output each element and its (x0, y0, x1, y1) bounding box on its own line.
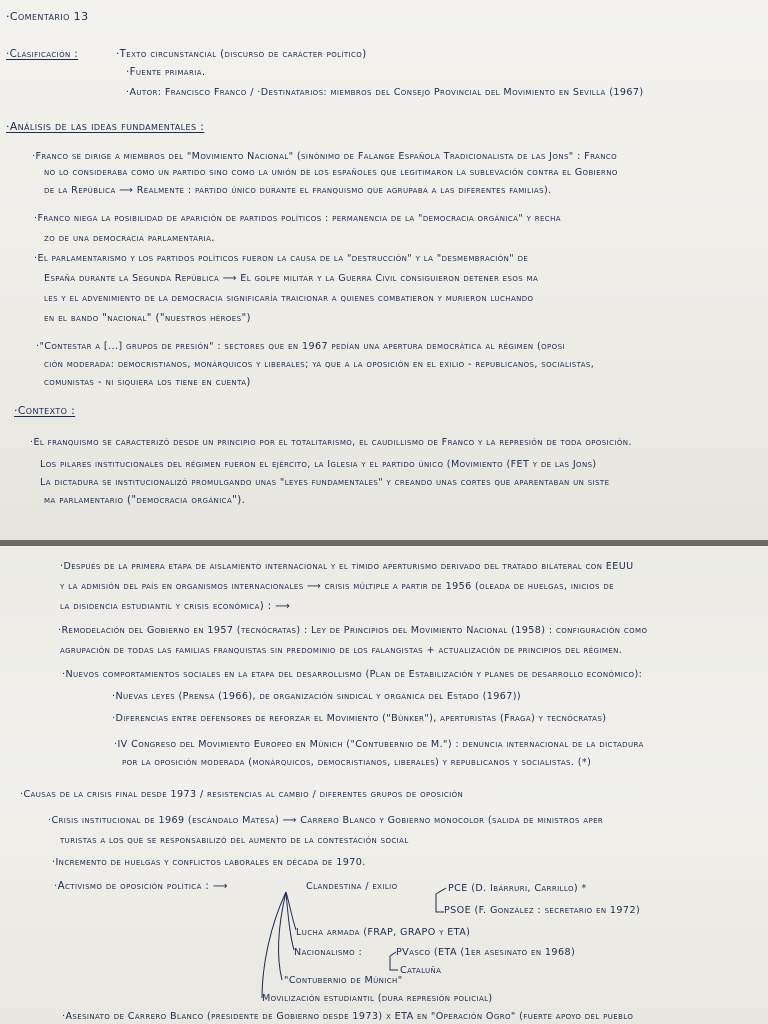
context-point-2: la disidencia estudiantil y crisis económica) : ⟶ (60, 601, 291, 612)
cause-institutional-crisis: turistas a los que se responsabilizó del aumento de la contestación social (60, 835, 409, 846)
opposition-psoe: PSOE (F. González : secretario en 1972) (444, 905, 641, 916)
context-point-4: ·Nuevos comportamientos sociales en la etapa del desarrollismo (Plan de Estabilización y planes de desarrollo económico): (62, 669, 643, 680)
context-point-2: y la admisión del país en organismos internacionales ⟶ crisis múltiple a partir de 1956 (oleada de huelgas, inicios de (60, 581, 614, 592)
analysis-heading: ·Análisis de las ideas fundamentales : (6, 120, 205, 133)
arrow-to-nationalism (286, 892, 294, 950)
classification-author: ·Autor: Francisco Franco / ·Destinatarios: miembros del Consejo Provincial del Movimiento en Sevilla (1967) (126, 87, 644, 98)
analysis-point-4: ·"Contestar a [...] grupos de presión" : sectores que en 1967 pedían una apertura democrática al régimen (oposi (36, 341, 565, 352)
context-point-2: ·Después de la primera etapa de aislamiento internacional y el tímido aperturismo derivado del tratado bilateral con EEUU (60, 561, 634, 572)
analysis-point-2: zo de una democracia parlamentaria. (44, 233, 215, 244)
analysis-point-4: ción moderada: democristianos, monárquicos y liberales; ya que a la oposición en el exilio - republicanos, socialistas, (44, 359, 595, 370)
bracket-basque (390, 952, 396, 956)
classification-source: ·Fuente primaria. (126, 67, 206, 78)
context-point-1: La dictadura se institucionalizó promulgando unas "leyes fundamentales" y creando unas cortes que aparentaban un siste (40, 477, 610, 488)
analysis-point-1: de la República ⟶ Realmente : partido único durante el franquismo que agrupaba a las diferentes familias). (44, 185, 552, 196)
opposition-armed-struggle: Lucha armada (FRAP, GRAPO y ETA) (296, 927, 471, 938)
context-subpoint-congress: por la oposición moderada (monárquicos, democristianos, liberales) y republicanos y socialistas. (*) (122, 757, 592, 768)
classification-text-type: ·Texto circunstancial (discurso de carácter político) (116, 49, 367, 60)
analysis-point-1: ·Franco se dirige a miembros del "Movimiento Nacional" (sinónimo de Falange Española Tradicionalista de las Jons" : Franco (32, 151, 618, 162)
analysis-point-3: ·El parlamentarismo y los partidos políticos fueron la causa de la "destrucción" y la "desmembración" de (34, 253, 529, 264)
bracket-pce (436, 888, 446, 894)
analysis-point-4: comunistas - ni siquiera los tiene en cuenta) (44, 377, 251, 388)
cause-carrero-assassination: ·Asesinato de Carrero Blanco (presidente de Gobierno desde 1973) x ETA en "Operación Ogro" (fuerte apoyo del pueblo (62, 1011, 634, 1022)
bracket-catalonia (390, 956, 398, 970)
context-point-1: ·El franquismo se caracterizó desde un principio por el totalitarismo, el caudillismo de Franco y la represión de toda oposición. (30, 437, 632, 448)
context-point-1: ma parlamentario ("democracia orgánica"). (44, 495, 246, 506)
analysis-point-2: ·Franco niega la posibilidad de aparición de partidos políticos : permanencia de la "democracia orgánica" y recha (34, 213, 561, 224)
opposition-catalonia: Cataluña (400, 965, 442, 976)
arrow-to-munich (279, 892, 286, 980)
analysis-point-1: no lo consideraba como un partido sino como la unión de los españoles que legitimaron la sublevación contra el Gobierno (44, 167, 618, 178)
opposition-nationalism: Nacionalismo : (294, 947, 363, 958)
cause-opposition-activism: ·Activismo de oposición política : ⟶ (54, 881, 228, 892)
opposition-branch-arrows (0, 546, 768, 1024)
analysis-point-3: España durante la Segunda República ⟶ El golpe militar y la Guerra Civil consiguieron detener esos ma (44, 273, 539, 284)
context-point-3: agrupación de todas las familias franquistas sin predominio de los falangistas + actualización de principios del régimen. (60, 645, 623, 656)
analysis-point-3: en el bando "nacional" ("nuestros héroes") (44, 313, 251, 324)
cause-institutional-crisis: ·Crisis institucional de 1969 (escándalo Matesa) ⟶ Carrero Blanco y Gobierno monocolor (salida de ministros aper (48, 815, 604, 826)
page-2-sheet (0, 546, 768, 1024)
document-title: ·Comentario 13 (6, 10, 89, 23)
context-point-1: Los pilares institucionales del régimen fueron el ejército, la Iglesia y el partido único (Movimiento (FET y de las Jons) (40, 459, 597, 470)
context-point-3: ·Remodelación del Gobierno en 1957 (tecnócratas) : Ley de Principios del Movimiento Nacional (1958) : configuración como (58, 625, 648, 636)
causes-heading: ·Causas de la crisis final desde 1973 / resistencias al cambio / diferentes grupos de oposición (20, 789, 464, 800)
opposition-munich: "Contubernio de Múnich" (284, 975, 403, 986)
context-subpoint-congress: ·IV Congreso del Movimiento Europeo en Múnich ("Contubernio de M.") : denuncia internacional de la dictadura (114, 739, 644, 750)
analysis-point-3: les y el advenimiento de la democracia significaría traicionar a quienes combatieron y murieron luchando (44, 293, 534, 304)
opposition-student-mobilization: Movilización estudiantil (dura represión policial) (262, 993, 493, 1004)
opposition-pce: PCE (D. Ibárruri, Carrillo) * (448, 883, 587, 894)
context-subpoint-laws: ·Nuevas leyes (Prensa (1966), de organización sindical y orgánica del Estado (1967)) (112, 691, 522, 702)
opposition-basque: PVasco (ETA (1er asesinato en 1968) (396, 947, 576, 958)
context-subpoint-differences: ·Diferencias entre defensores de reforzar el Movimiento ("Búnker"), aperturistas (Fraga) y tecnócratas) (112, 713, 607, 724)
bracket-psoe (436, 894, 444, 912)
classification-label: ·Clasificación : (6, 49, 79, 60)
context-heading: ·Contexto : (14, 404, 76, 417)
opposition-clandestine-exile: Clandestina / exilio (306, 881, 398, 892)
cause-strikes: ·Incremento de huelgas y conflictos laborales en década de 1970. (52, 857, 366, 868)
